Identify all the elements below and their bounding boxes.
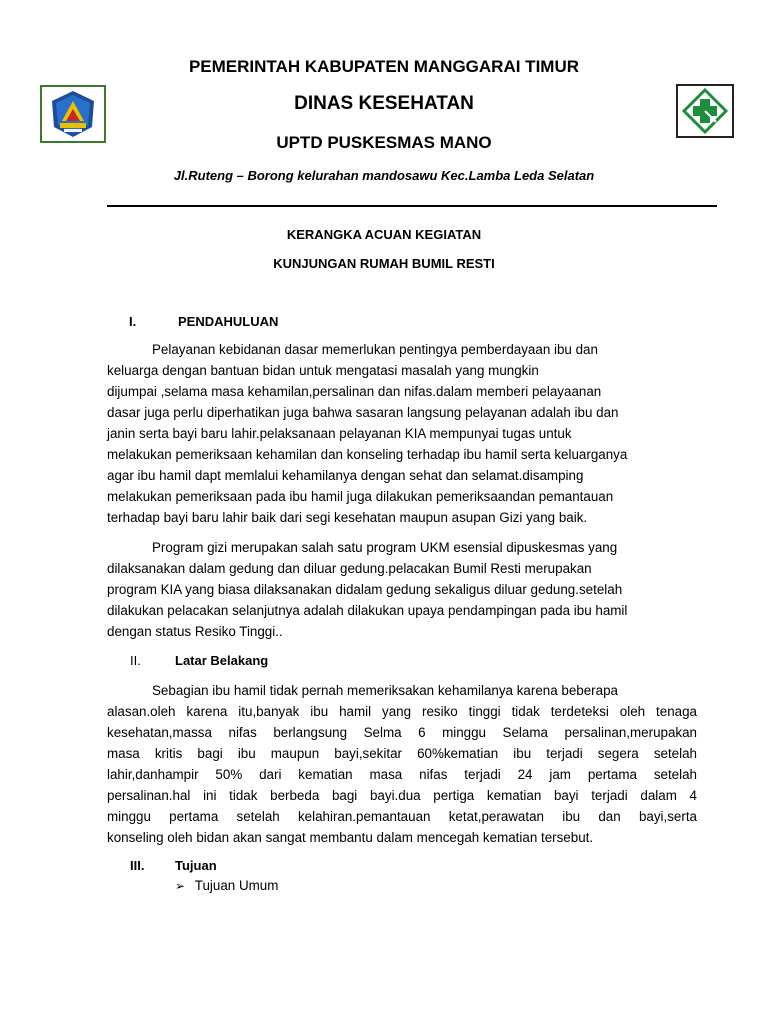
text-line: terhadap bayi baru lahir baik dari segi kesehatan maupun asupan Gizi yang baik.	[107, 510, 588, 525]
text-line: dilakukan pelacakan selanjutnya adalah dilakukan upaya pendampingan pada ibu hamil	[107, 603, 628, 618]
section-3-number: III.	[130, 858, 145, 873]
text-line: keluarga dengan bantuan bidan untuk mengatasi masalah yang mungkin	[107, 363, 539, 378]
bullet-label: Tujuan Umum	[194, 878, 279, 893]
section-2-paragraph	[107, 680, 697, 848]
text-line: melakukan pemeriksaan pada ibu hamil juga dilakukan pemeriksaandan pemantauan	[107, 489, 614, 504]
text-line: dengan status Resiko Tinggi..	[107, 624, 283, 639]
text-line: alasan.oleh karena itu,banyak ibu hamil yang resiko tinggi tidak terdeteksi oleh tenaga	[107, 704, 697, 719]
section-1-number: I.	[129, 314, 137, 329]
agency-heading: DINAS KESEHATAN	[294, 93, 474, 114]
address-line: Jl.Ruteng – Borong kelurahan mandosawu Kec.Lamba Leda Selatan	[173, 168, 595, 183]
document-title: KERANGKA ACUAN KEGIATAN	[286, 227, 482, 242]
government-heading: PEMERINTAH KABUPATEN MANGGARAI TIMUR	[188, 57, 580, 76]
text-line: kesehatan,massa nifas berlangsung Selma 6 minggu Selama persalinan,merupakan	[107, 725, 697, 740]
section-1-paragraph-1	[107, 339, 697, 528]
text-line: Sebagian ibu hamil tidak pernah memeriksakan kehamilanya karena beberapa	[152, 683, 618, 698]
text-line: lahir,danhampir 50% dari kematian masa nifas terjadi 24 jam pertama setelah	[107, 767, 697, 782]
text-line: program KIA yang biasa dilaksanakan didalam gedung sekaligus diluar gedung.setelah	[107, 582, 623, 597]
text-line: minggu pertama setelah kelahiran.pemantauan ketat,perawatan ibu dan bayi,serta	[107, 809, 697, 824]
text-line: dilaksanakan dalam gedung dan diluar gedung.pelacakan Bumil Resti merupakan	[107, 561, 592, 576]
text-line: masa kritis bagi ibu maupun bayi,sekitar 60%kematian ibu terjadi segera setelah	[107, 746, 697, 761]
header-divider	[107, 205, 717, 207]
text-line: melakukan pemeriksaan kehamilan dan konseling terhadap ibu hamil serta keluarganya	[107, 447, 628, 462]
text-line: persalinan.hal ini tidak berbeda bagi bayi.dua pertiga kematian bayi terjadi dalam 4	[107, 788, 697, 803]
text-line: agar ibu hamil dapt memlalui kehamilanya dengan sehat dan selamat.disamping	[107, 468, 584, 483]
section-3-title: Tujuan	[175, 858, 217, 873]
text-line: konseling oleh bidan akan sangat membantu dalam mencegah kematian tersebut.	[107, 830, 594, 845]
unit-heading: UPTD PUSKESMAS MANO	[276, 133, 492, 152]
section-1-title: PENDAHULUAN	[178, 314, 279, 329]
section-2-title: Latar Belakang	[175, 653, 269, 668]
text-line: janin serta bayi baru lahir.pelaksanaan pelayanan KIA mempunyai tugas untuk	[107, 426, 572, 441]
text-line: Pelayanan kebidanan dasar memerlukan pentingya pemberdayaan ibu dan	[152, 342, 598, 357]
text-line: dasar juga perlu diperhatikan juga bahwa sasaran langsung pelayanan adalah ibu dan	[107, 405, 619, 420]
arrow-bullet-icon: ➢	[175, 879, 186, 893]
text-line: dijumpai ,selama masa kehamilan,persalinan dan nifas.dalam memberi pelayaanan	[107, 384, 602, 399]
section-1-paragraph-2	[107, 537, 697, 642]
text-line: Program gizi merupakan salah satu program UKM esensial dipuskesmas yang	[152, 540, 618, 555]
bullet-item	[175, 878, 278, 893]
document-subtitle: KUNJUNGAN RUMAH BUMIL RESTI	[273, 256, 495, 271]
section-2-number: II.	[130, 653, 141, 668]
